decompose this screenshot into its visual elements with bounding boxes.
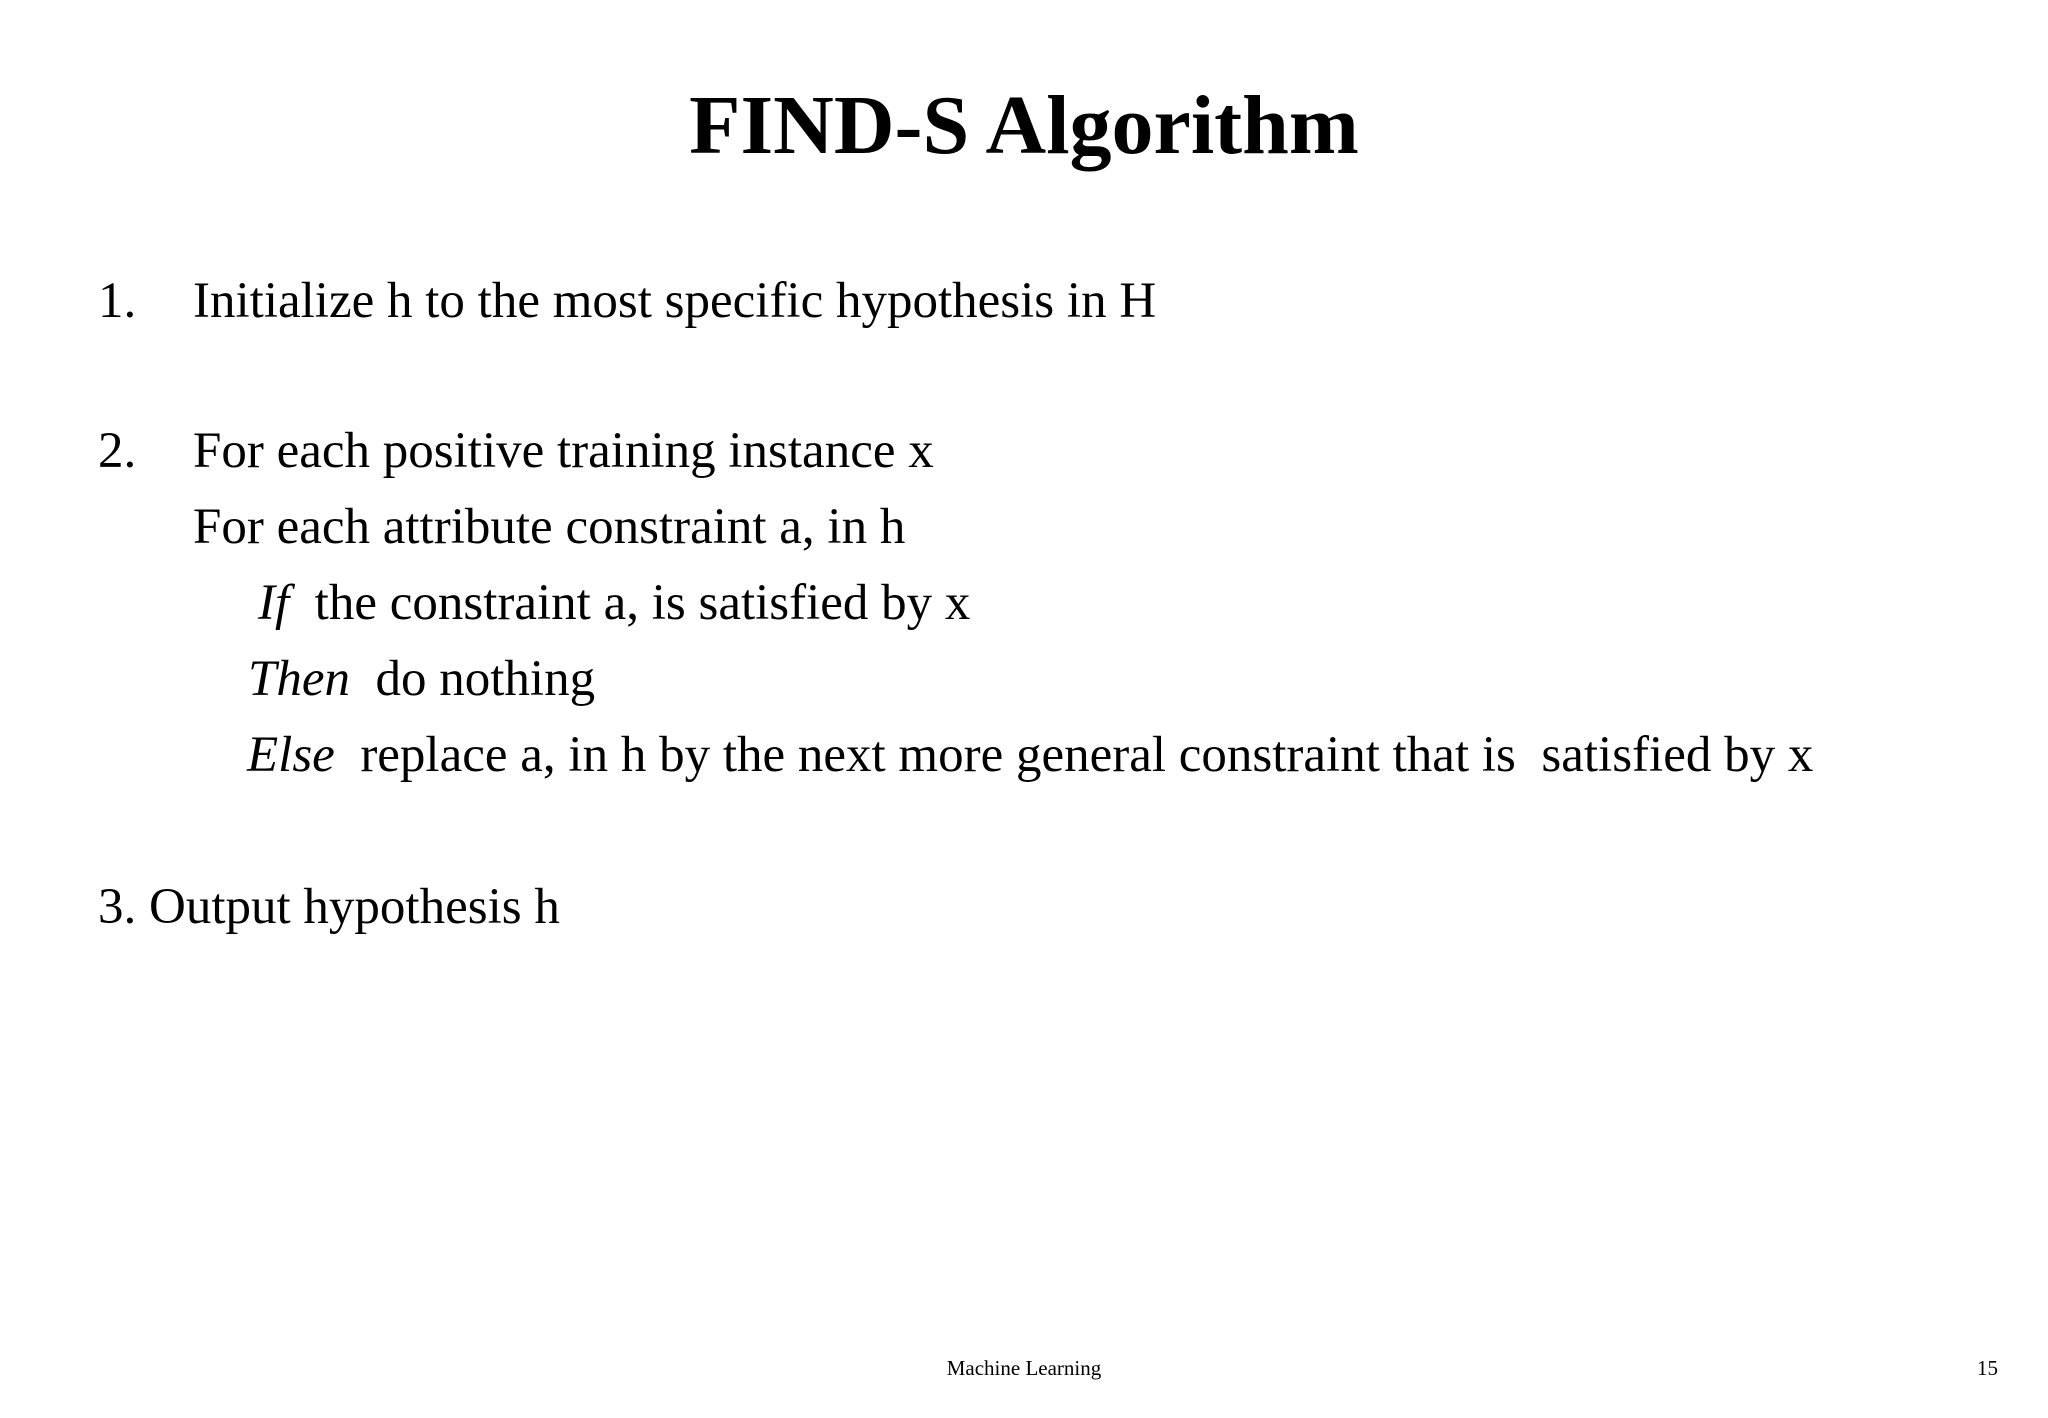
- step-3-text: 3. Output hypothesis h: [98, 879, 560, 935]
- step-2-else-line: [247, 727, 1814, 783]
- then-keyword: Then: [248, 651, 350, 707]
- if-text: the constraint a, is satisfied by x: [314, 575, 971, 631]
- step-2-text: For each positive training instance x: [193, 423, 934, 479]
- footer-course-title: Machine Learning: [946, 1356, 1102, 1380]
- else-text: replace a, in h by the next more general constraint that is satisfied by x: [360, 727, 1814, 783]
- then-text: do nothing: [375, 651, 596, 707]
- step-2-number: 2.: [98, 423, 137, 479]
- step-1-number: 1.: [98, 273, 137, 329]
- else-keyword: Else: [247, 727, 335, 783]
- footer-page-number: 15: [1977, 1356, 1998, 1380]
- slide-title: FIND-S Algorithm: [689, 79, 1359, 172]
- step-2-then-line: [248, 651, 596, 707]
- step-1-text: Initialize h to the most specific hypothesis in H: [193, 273, 1157, 329]
- step-2-inner-loop: For each attribute constraint a, in h: [193, 499, 906, 555]
- step-2-if-line: [258, 575, 971, 631]
- if-keyword: If: [258, 575, 290, 631]
